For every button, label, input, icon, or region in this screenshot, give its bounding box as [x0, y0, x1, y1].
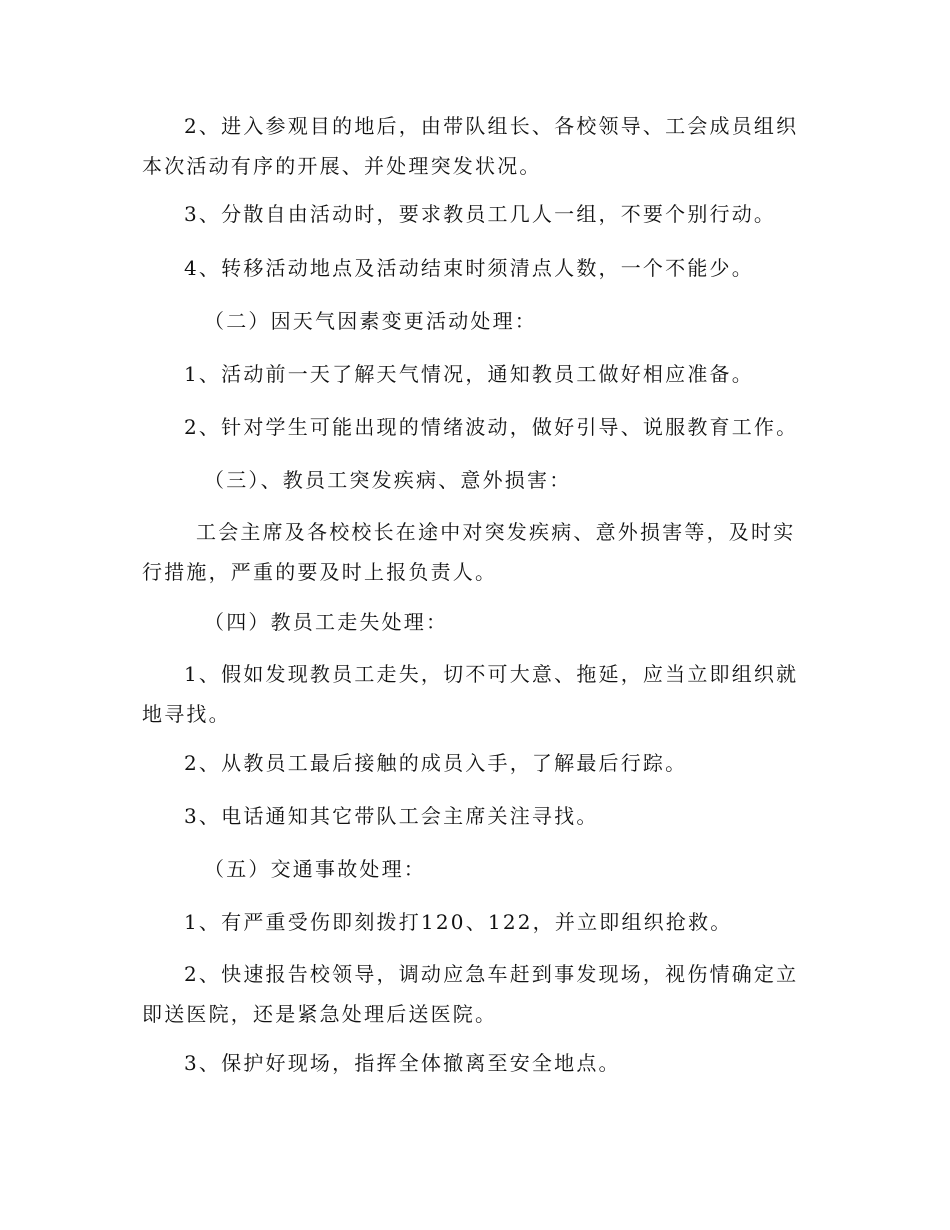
- paragraph-item: 2、针对学生可能出现的情绪波动，做好引导、说服教育工作。: [184, 415, 799, 439]
- paragraph-item: 3、分散自由活动时，要求教员工几人一组，不要个别行动。: [184, 202, 777, 226]
- paragraph-item: 1、有严重受伤即刻拨打120、122，并立即组织抢救。: [184, 910, 733, 934]
- section-heading: （五）交通事故处理：: [204, 857, 426, 881]
- paragraph-item: 4、转移活动地点及活动结束时须清点人数，一个不能少。: [184, 256, 754, 280]
- section-heading: （四）教员工走失处理：: [204, 610, 449, 634]
- paragraph-item: 工会主席及各校校长在途中对突发疾病、意外损害等，及时实行措施，严重的要及时上报负责人。: [142, 520, 796, 584]
- section-heading: （三）、教员工突发疾病、意外损害：: [204, 468, 572, 492]
- paragraph-item: 3、保护好现场，指挥全体撤离至安全地点。: [184, 1051, 621, 1075]
- paragraph-item: 2、进入参观目的地后，由带队组长、各校领导、工会成员组织本次活动有序的开展、并处理突发状况。: [142, 114, 799, 178]
- paragraph-item: 3、电话通知其它带队工会主席关注寻找。: [184, 804, 599, 828]
- paragraph-item: 2、从教员工最后接触的成员入手，了解最后行踪。: [184, 751, 688, 775]
- paragraph-item: 1、活动前一天了解天气情况，通知教员工做好相应准备。: [184, 362, 754, 386]
- paragraph-item: 1、假如发现教员工走失，切不可大意、拖延，应当立即组织就地寻找。: [142, 662, 799, 726]
- section-heading: （二）因天气因素变更活动处理：: [204, 309, 537, 333]
- paragraph-item: 2、快速报告校领导，调动应急车赶到事发现场，视伤情确定立即送医院，还是紧急处理后送医院。: [142, 962, 799, 1026]
